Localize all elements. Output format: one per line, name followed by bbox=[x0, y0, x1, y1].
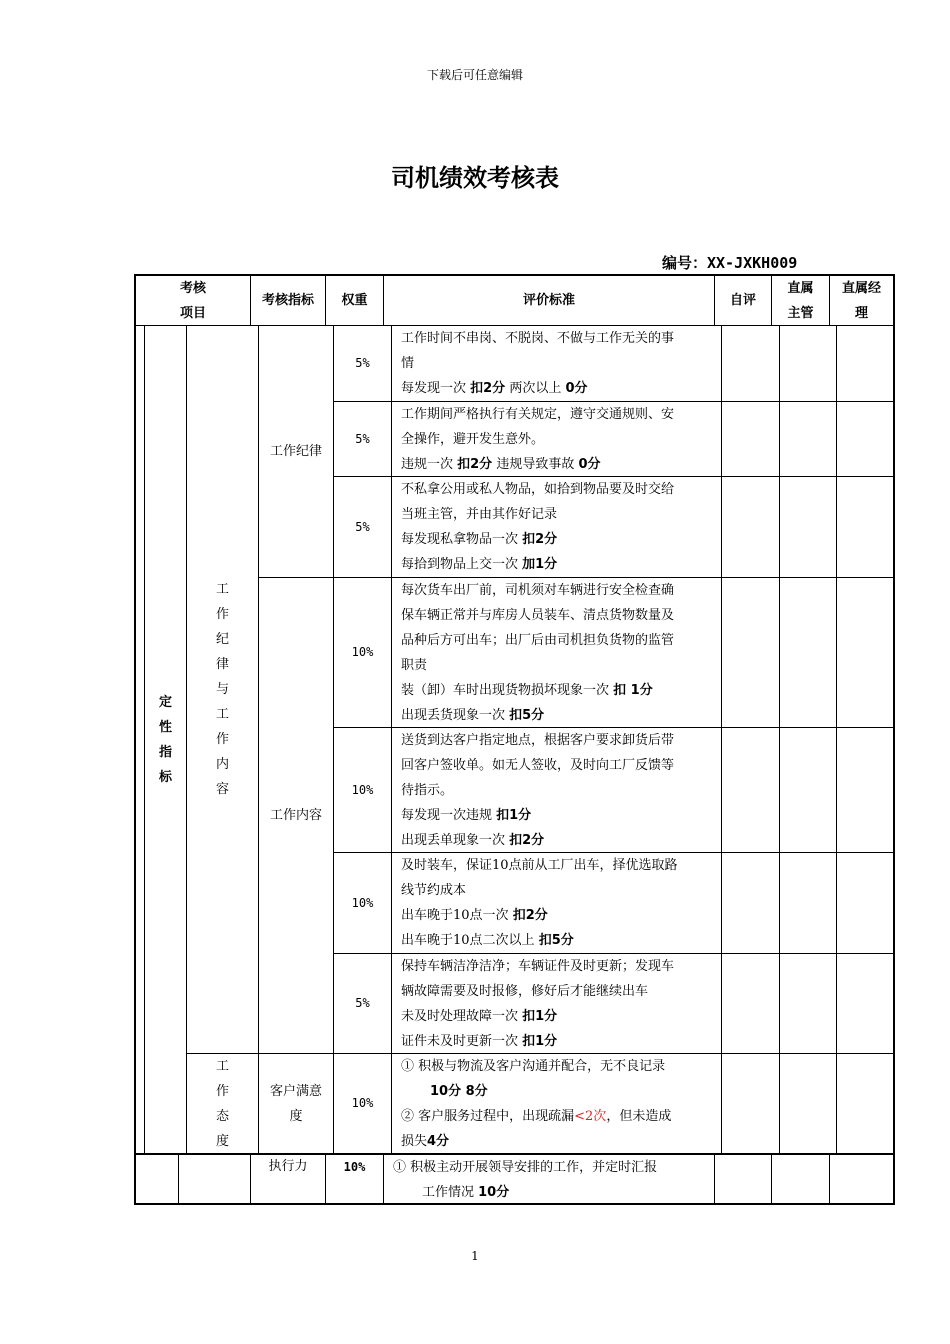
category-label: 定性指标 bbox=[158, 694, 172, 785]
criteria-b: 扣 1分 bbox=[613, 683, 653, 698]
criteria-line bbox=[401, 402, 717, 427]
criteria-cell bbox=[399, 402, 719, 476]
criteria-t: 当班主管，并由其作好记录 bbox=[401, 507, 558, 522]
criteria-cell bbox=[399, 1054, 719, 1153]
criteria-line bbox=[401, 753, 717, 778]
criteria-b: 扣1分 bbox=[496, 808, 532, 823]
criteria-line bbox=[401, 778, 717, 803]
header-manager-line2: 理 bbox=[854, 305, 868, 321]
criteria-line bbox=[401, 578, 717, 603]
header-note: 下载后可任意编辑 bbox=[426, 68, 523, 82]
criteria-t: 辆故障需要及时报修，修好后才能继续出车 bbox=[401, 984, 649, 999]
criteria-b: 扣5分 bbox=[538, 933, 574, 948]
header-supervisor-line1: 直属 bbox=[787, 280, 814, 296]
criteria-line bbox=[401, 903, 717, 928]
criteria-line bbox=[401, 427, 717, 452]
criteria-cell bbox=[399, 477, 719, 577]
last-col-d bbox=[383, 1155, 384, 1204]
criteria-t: 每发现一次违规 bbox=[401, 808, 497, 823]
criteria-b: 扣2分 bbox=[522, 532, 558, 547]
criteria-line bbox=[401, 728, 717, 753]
weight-cell: 10% bbox=[351, 895, 374, 910]
weight-cell: 5% bbox=[355, 996, 370, 1010]
criteria-b: 扣2分 bbox=[509, 833, 545, 848]
criteria-t: 工作情况 bbox=[422, 1185, 479, 1200]
criteria-t: 损失 bbox=[401, 1134, 428, 1149]
criteria-line bbox=[401, 1104, 717, 1129]
indicator-execution: 执行力 bbox=[268, 1159, 308, 1174]
criteria-line bbox=[401, 1004, 717, 1029]
criteria-t: 工作期间严格执行有关规定，遵守交通规则、安 bbox=[401, 407, 675, 422]
criteria-line bbox=[401, 351, 717, 376]
criteria-t: 出现丢货现象一次 bbox=[401, 708, 510, 723]
body-col-h bbox=[836, 325, 837, 1155]
weight-cell: 10% bbox=[351, 645, 374, 659]
criteria-t: 回客户签收单。如无人签收，及时向工厂反馈等 bbox=[401, 758, 675, 773]
criteria-line bbox=[401, 828, 717, 853]
criteria-t: 保持车辆洁净洁净；车辆证件及时更新；发现车 bbox=[401, 959, 675, 974]
header-self: 自评 bbox=[729, 293, 756, 308]
criteria-t: ① 积极与物流及客户沟通并配合，无不良记录 bbox=[401, 1059, 666, 1074]
header-weight: 权重 bbox=[341, 293, 368, 308]
criteria-t2: ，但未造成 bbox=[606, 1109, 672, 1124]
criteria-line bbox=[401, 853, 717, 878]
header-criteria: 评价标准 bbox=[522, 293, 575, 308]
criteria-line bbox=[401, 376, 717, 401]
criteria-t: 出车晚于10点一次 bbox=[401, 908, 513, 923]
criteria-r: <2次 bbox=[574, 1109, 607, 1124]
criteria-t: 工作时间不串岗、不脱岗、不做与工作无关的事 bbox=[401, 331, 675, 346]
criteria-line bbox=[401, 527, 717, 552]
criteria-line bbox=[401, 552, 717, 577]
criteria-cell bbox=[399, 853, 719, 953]
body-col-e bbox=[391, 325, 392, 1155]
criteria-t: 未及时处理故障一次 bbox=[401, 1009, 523, 1024]
criteria-t: 全操作，避开发生意外。 bbox=[401, 432, 545, 447]
criteria-line bbox=[401, 452, 717, 477]
header-supervisor bbox=[772, 276, 829, 325]
criteria-t: 情 bbox=[401, 356, 415, 371]
criteria-t: 不私拿公用或私人物品，如拾到物品要及时交给 bbox=[401, 482, 675, 497]
indicator-satisfaction bbox=[259, 1054, 333, 1153]
criteria-b: 扣5分 bbox=[509, 708, 545, 723]
criteria-line bbox=[401, 628, 717, 653]
criteria-cell bbox=[399, 954, 719, 1053]
criteria-t: 每次货车出厂前，司机须对车辆进行安全检查确 bbox=[401, 583, 675, 598]
criteria-t: ① 积极主动开展领导安排的工作，并定时汇报 bbox=[393, 1160, 658, 1175]
weight-cell: 5% bbox=[355, 519, 370, 534]
category-cell bbox=[145, 326, 186, 1153]
header-item-line1: 考核 bbox=[179, 280, 206, 296]
criteria-line bbox=[401, 1029, 717, 1054]
criteria-line bbox=[401, 954, 717, 979]
criteria-line bbox=[401, 1079, 717, 1104]
criteria-line bbox=[401, 1054, 717, 1079]
header-item-line2: 项目 bbox=[179, 305, 206, 321]
weight-cell: 10% bbox=[351, 782, 374, 797]
criteria-t: 装（卸）车时出现货物损坏现象一次 bbox=[401, 683, 614, 698]
criteria-t: 职责 bbox=[401, 658, 428, 673]
criteria-line bbox=[401, 502, 717, 527]
criteria-b: 扣1分 bbox=[522, 1009, 558, 1024]
criteria-cell bbox=[399, 578, 719, 727]
criteria-line bbox=[401, 603, 717, 628]
header-manager bbox=[830, 276, 893, 325]
criteria-t: 每发现私拿物品一次 bbox=[401, 532, 523, 547]
group1-label: 工作纪律与工作内容 bbox=[215, 582, 229, 797]
page-title: 司机绩效考核表 bbox=[391, 164, 559, 192]
weight-cell: 5% bbox=[355, 431, 370, 446]
criteria-t: 保车辆正常并与库房人员装车、清点货物数量及 bbox=[401, 608, 675, 623]
criteria-t: 品种后方可出车；出厂后由司机担负货物的监管 bbox=[401, 633, 675, 648]
criteria-line bbox=[401, 979, 717, 1004]
criteria-b: 扣2分 bbox=[470, 381, 506, 396]
criteria-b: 扣1分 bbox=[522, 1034, 558, 1049]
last-col-e bbox=[714, 1155, 715, 1204]
criteria-line bbox=[401, 678, 717, 703]
criteria-line bbox=[401, 878, 717, 903]
criteria-t2: 两次以上 bbox=[505, 381, 566, 396]
criteria-t: 证件未及时更新一次 bbox=[401, 1034, 523, 1049]
criteria-t: 待指示。 bbox=[401, 783, 454, 798]
criteria-t: ② 客户服务过程中，出现疏漏 bbox=[401, 1109, 575, 1124]
criteria-t: 出现丢单现象一次 bbox=[401, 833, 510, 848]
criteria-t: 送货到达客户指定地点，根据客户要求卸货后带 bbox=[401, 733, 675, 748]
criteria-line bbox=[401, 1129, 717, 1154]
indicator-content: 工作内容 bbox=[269, 808, 322, 823]
criteria-line bbox=[401, 928, 717, 953]
criteria-line bbox=[401, 477, 717, 502]
group2-label: 工作态度 bbox=[215, 1058, 229, 1149]
indicator-satisfaction-label: 客户满意度 bbox=[269, 1083, 322, 1124]
page-number: 1 bbox=[471, 1249, 479, 1263]
header-supervisor-line2: 主管 bbox=[787, 305, 814, 321]
criteria-line bbox=[401, 326, 717, 351]
weight-cell: 5% bbox=[355, 356, 370, 370]
form-code: 编号：XX-JXKH009 bbox=[662, 254, 798, 272]
criteria-line bbox=[393, 1155, 710, 1180]
group2-cell bbox=[187, 1054, 258, 1153]
table-border-left bbox=[134, 274, 136, 1205]
criteria-cell bbox=[399, 326, 719, 401]
criteria-line bbox=[401, 803, 717, 828]
criteria-b2: 0分 bbox=[565, 381, 588, 396]
criteria-t: 及时装车，保证10点前从工厂出车，择优选取路 bbox=[401, 858, 678, 873]
body-col-g bbox=[779, 325, 780, 1155]
criteria-b: 10分 bbox=[478, 1185, 510, 1200]
last-col-g bbox=[829, 1155, 830, 1204]
criteria-b2: 0分 bbox=[578, 457, 601, 472]
criteria-t: 每拾到物品上交一次 bbox=[401, 557, 523, 572]
criteria-t: 出车晚于10点二次以上 bbox=[401, 933, 539, 948]
criteria-cell bbox=[391, 1155, 712, 1203]
group1-cell bbox=[187, 326, 258, 1053]
criteria-line bbox=[401, 653, 717, 678]
criteria-t2: 违规导致事故 bbox=[492, 457, 579, 472]
last-col-a bbox=[178, 1155, 179, 1204]
header-manager-line1: 直属经 bbox=[841, 280, 881, 296]
last-col-f bbox=[771, 1155, 772, 1204]
header-item bbox=[136, 276, 250, 325]
criteria-b: 扣2分 bbox=[512, 908, 548, 923]
weight-cell: 10% bbox=[343, 1159, 366, 1174]
criteria-b: 加1分 bbox=[522, 557, 558, 572]
criteria-line bbox=[401, 703, 717, 728]
criteria-t: 每发现一次 bbox=[401, 381, 471, 396]
header-indicator: 考核指标 bbox=[261, 293, 314, 308]
criteria-b: 扣2分 bbox=[457, 457, 493, 472]
criteria-b: 4分 bbox=[427, 1134, 450, 1149]
criteria-b: 10分 8分 bbox=[430, 1084, 488, 1099]
indicator-discipline: 工作纪律 bbox=[269, 444, 322, 459]
weight-cell: 10% bbox=[351, 1096, 374, 1110]
criteria-cell bbox=[399, 728, 719, 852]
body-col-f bbox=[721, 325, 722, 1155]
criteria-line bbox=[393, 1180, 710, 1205]
criteria-t: 违规一次 bbox=[401, 457, 458, 472]
table-border-right bbox=[893, 274, 895, 1205]
criteria-t: 线节约成本 bbox=[401, 883, 467, 898]
